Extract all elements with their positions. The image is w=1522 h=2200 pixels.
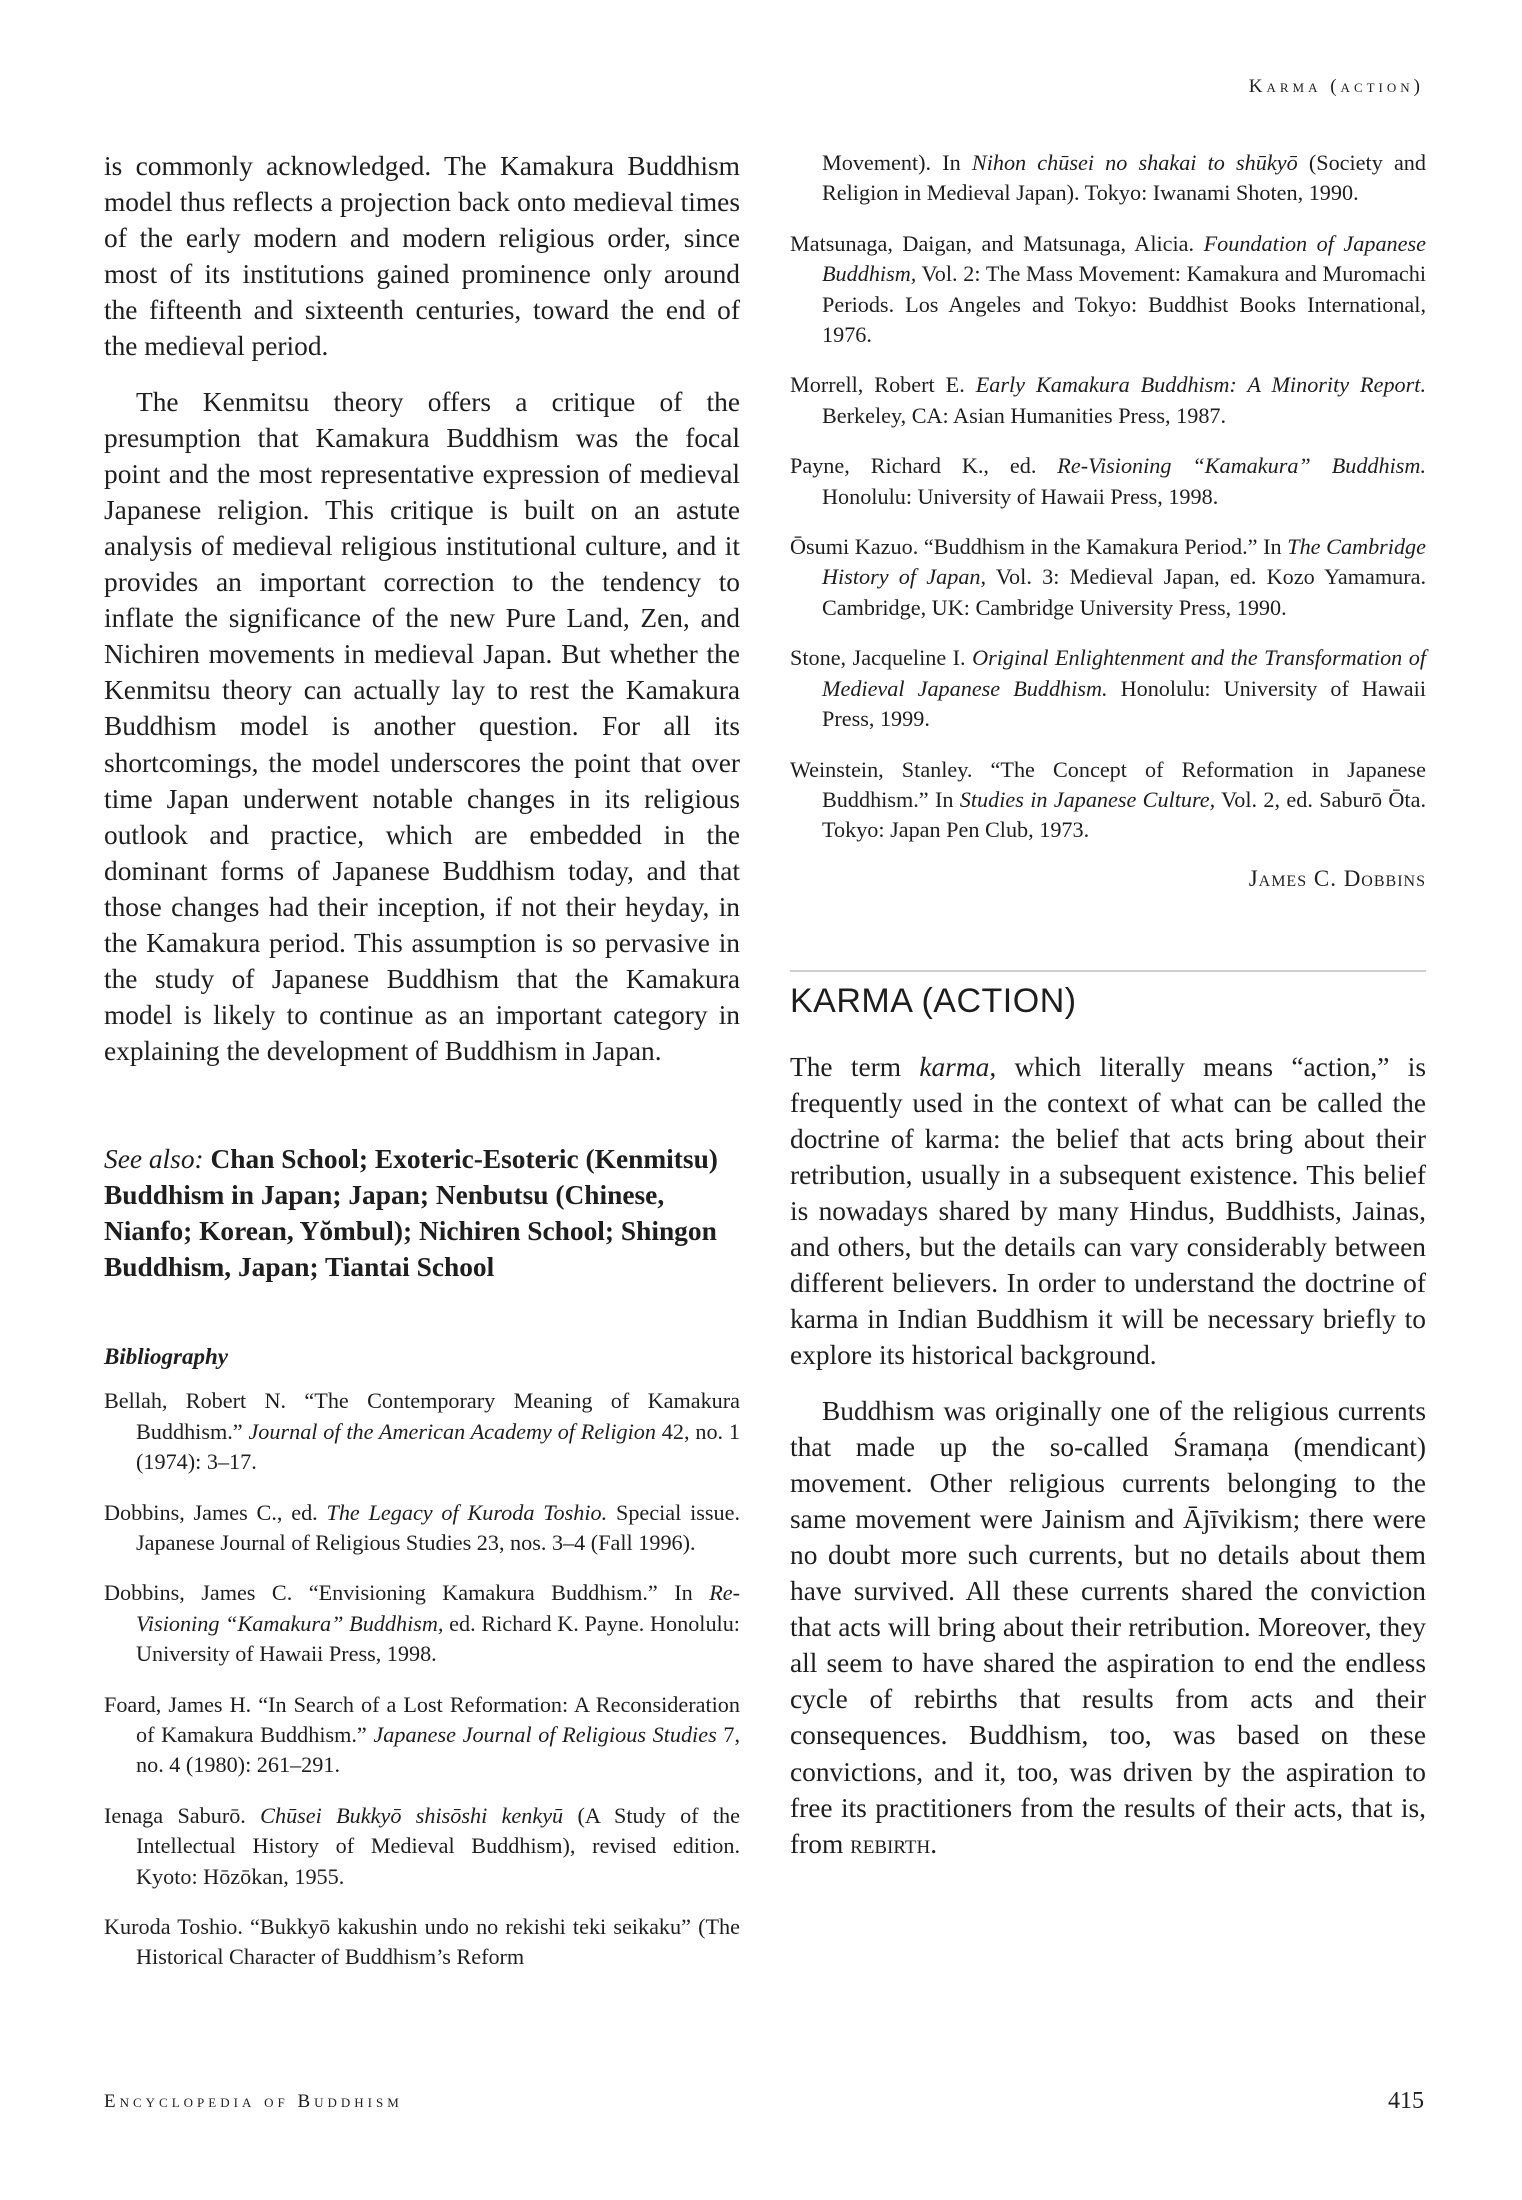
section-divider	[790, 970, 1426, 972]
see-also-links[interactable]: Chan School; Exoteric-Esoteric (Kenmitsu) Buddhism in Japan; Japan; Nenbutsu (Chinese, Nianfo; Korean, Yŏmbul); Nichiren School; Shingon Buddhism, Japan; Tiantai School	[104, 1144, 718, 1283]
body-paragraph: The term karma, which literally means “action,” is frequently used in the context of what can be called the doctrine of karma: the belief that acts bring about their retribution, usually in a subsequent existence. This belief is nowadays shared by many Hindus, Buddhists, Jainas, and others, but the details can vary considerably between different believers. In order to understand the doctrine of karma in Indian Buddhism it will be necessary briefly to explore its historical background.	[790, 1051, 1426, 1371]
bibliography-entry: Ienaga Saburō. Chūsei Bukkyō shisōshi kenkyū (A Study of the Intellectual History of Medieval Buddhism), revised edition. Kyoto: Hōzōkan, 1955.	[104, 1802, 741, 1889]
bibliography-entry: Matsunaga, Daigan, and Matsunaga, Alicia. Foundation of Japanese Buddhism, Vol. 2: The Mass Movement: Kamakura and Muromachi Periods. Los Angeles and Tokyo: Buddhist Books International, 1976.	[790, 230, 1426, 348]
bibliography-entry: Weinstein, Stanley. “The Concept of Reformation in Japanese Buddhism.” In Studies in Japanese Culture, Vol. 2, ed. Saburō Ōta. Tokyo: Japan Pen Club, 1973.	[790, 756, 1426, 843]
body-paragraph: is commonly acknowledged. The Kamakura Buddhism model thus reflects a projection back onto medieval times of the early modern and modern religious order, since most of its institutions gained prominence only around the fifteenth and sixteenth centuries, toward the end of the medieval period.	[104, 151, 740, 362]
bibliography-entry: Stone, Jacqueline I. Original Enlightenment and the Transformation of Medieval Japanese Buddhism. Honolulu: University of Hawaii Press, 1999.	[790, 645, 1426, 732]
bibliography-entry: Ōsumi Kazuo. “Buddhism in the Kamakura Period.” In The Cambridge History of Japan, Vol. 3: Medieval Japan, ed. Kozo Yamamura. Cambridge, UK: Cambridge University Press, 1990.	[790, 534, 1426, 620]
bibliography-entry: Kuroda Toshio. “Bukkyō kakushin undo no rekishi teki seikaku” (The Historical Character of Buddhism’s Reform	[104, 1914, 740, 1970]
bibliography-entry: Payne, Richard K., ed. Re-Visioning “Kamakura” Buddhism. Honolulu: University of Hawaii Press, 1998.	[790, 453, 1426, 509]
bibliography-heading: Bibliography	[104, 1344, 228, 1370]
bibliography-entry: Dobbins, James C., ed. The Legacy of Kuroda Toshio. Special issue. Japanese Journal of Religious Studies 23, nos. 3–4 (Fall 1996).	[104, 1499, 740, 1555]
see-also	[104, 1141, 740, 1285]
body-paragraph: The Kenmitsu theory offers a critique of the presumption that Kamakura Buddhism was the focal point and the most representative expression of medieval Japanese religion. This critique is built on an astute analysis of medieval religious institutional culture, and it provides an important correction to the tendency to inflate the significance of the new Pure Land, Zen, and Nichiren movements in medieval Japan. But whether the Kenmitsu theory can actually lay to rest the Kamakura Buddhism model is another question. For all its shortcomings, the model underscores the point that over time Japan underwent notable changes in its religious outlook and practice, which are embedded in the dominant forms of Japanese Buddhism today, and that those changes had their inception, if not their heyday, in the Kamakura period. This assumption is so pervasive in the study of Japanese Buddhism that the Kamakura model is likely to continue as an important category in explaining the development of Buddhism in Japan.	[104, 386, 740, 1067]
cross-reference-link[interactable]: rebirth	[850, 1828, 931, 1859]
right-column	[790, 148, 1426, 1862]
publication-title: Encyclopedia of Buddhism	[104, 2091, 403, 2112]
bibliography-entry-continued: Movement). In Nihon chūsei no shakai to shūkyō (Society and Religion in Medieval Japan). Tokyo: Iwanami Shoten, 1990.	[822, 150, 1426, 206]
bibliography-entry: Foard, James H. “In Search of a Lost Reformation: A Reconsideration of Kamakura Buddhism.” Japanese Journal of Religious Studies 7, no. 4 (1980): 261–291.	[104, 1691, 740, 1778]
bibliography-entry: Morrell, Robert E. Early Kamakura Buddhism: A Minority Report. Berkeley, CA: Asian Humanities Press, 1987.	[790, 372, 1426, 428]
body-paragraph: Buddhism was originally one of the religious currents that made up the so-called Śramaṇa (mendicant) movement. Other religious currents belonging to the same movement were Jainism and Ājīvikism; there were no doubt more such currents, but no details about them have survived. All these currents shared the conviction that acts will bring about their retribution. Moreover, they all seem to have shared the aspiration to end the endless cycle of rebirths that results from acts and their consequences. Buddhism, too, was based on these convictions, and it, too, was driven by the aspiration to free its practitioners from the results of their acts, that is, from rebirth.	[790, 1395, 1426, 1859]
page-number: 415	[1388, 2088, 1424, 2114]
left-column	[104, 148, 740, 1993]
bibliography-entry: Bellah, Robert N. “The Contemporary Meaning of Kamakura Buddhism.” Journal of the American Academy of Religion 42, no. 1 (1974): 3–17.	[104, 1388, 740, 1475]
bibliography-entry: Dobbins, James C. “Envisioning Kamakura Buddhism.” In Re-Visioning “Kamakura” Buddhism, ed. Richard K. Payne. Honolulu: University of Hawaii Press, 1998.	[104, 1580, 740, 1667]
running-head: Karma (action)	[1248, 76, 1424, 97]
see-also-label: See also:	[104, 1144, 204, 1175]
section-title: KARMA (ACTION)	[790, 981, 1077, 1020]
article-author: James C. Dobbins	[1248, 865, 1426, 891]
